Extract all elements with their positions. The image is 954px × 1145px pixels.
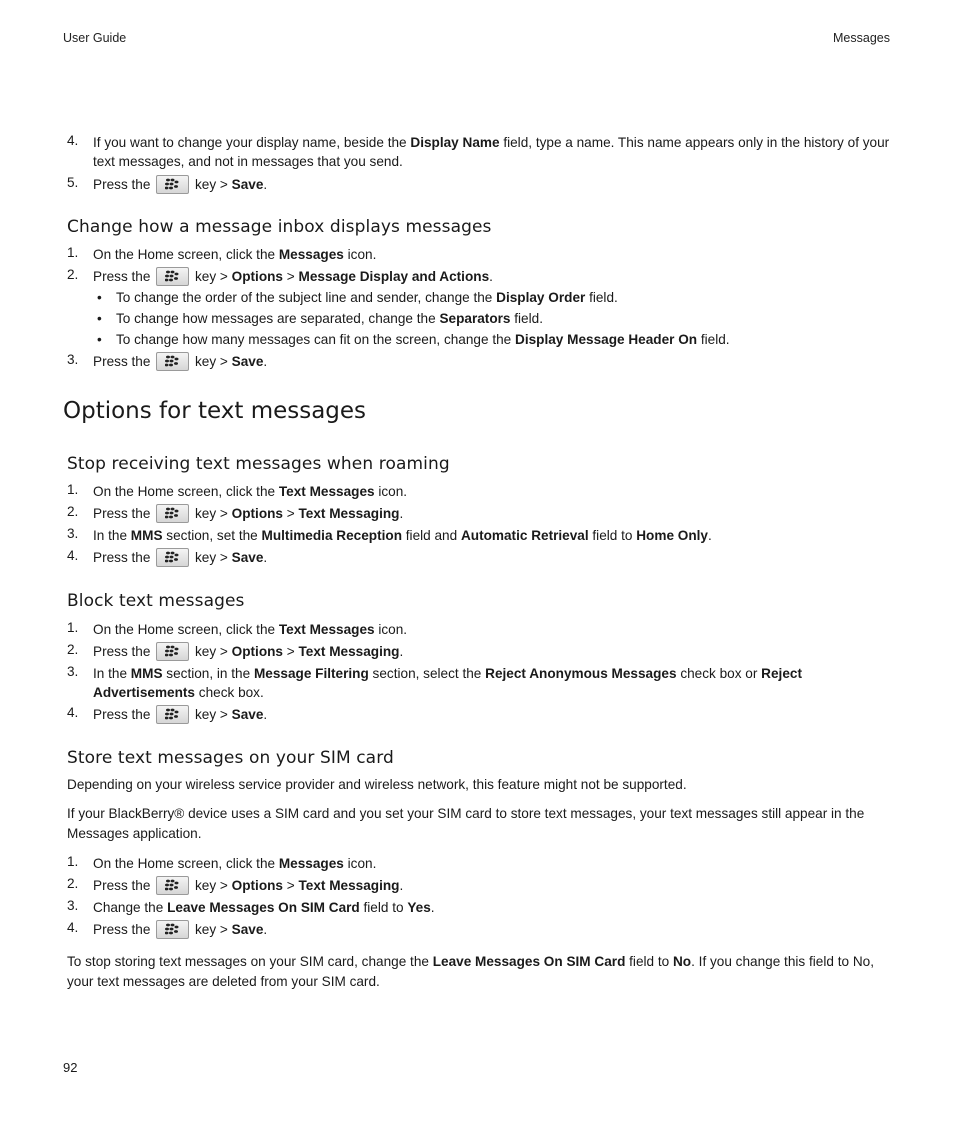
- page-number: 92: [63, 1060, 78, 1075]
- step-3: 3. In the MMS section, set the Multimedia Reception field and Automatic Retrieval field to Home Only.: [67, 526, 712, 543]
- sim-stop-storing-note: To stop storing text messages on your SIM card, change the Leave Messages On SIM Card field to No. If you change this field to No, your text messages are deleted from your SIM card.: [67, 954, 874, 989]
- running-header-left: User Guide: [63, 31, 127, 45]
- step-5-save: 5. Press the key > Save.: [67, 175, 268, 192]
- step-1: 1. On the Home screen, click the Text Messages icon.: [67, 482, 408, 499]
- blackberry-menu-key-icon: [156, 548, 189, 567]
- step-3: 3. Change the Leave Messages On SIM Card field to Yes.: [67, 898, 435, 915]
- step-1: 1. On the Home screen, click the Text Messages icon.: [67, 620, 408, 637]
- step-2: 2. Press the key > Options > Text Messaging.: [67, 504, 404, 521]
- step-3: 3. Press the key > Save.: [67, 352, 268, 369]
- blackberry-menu-key-icon: [156, 705, 189, 724]
- sim-note-blackberry: If your BlackBerry® device uses a SIM card and you set your SIM card to store text messages, your text messages still appear in the Messages application.: [67, 806, 865, 841]
- bullet-display-order: • To change the order of the subject line and sender, change the Display Order field.: [97, 290, 618, 305]
- section-title-roaming: Stop receiving text messages when roaming: [67, 454, 450, 474]
- step-number: 5.: [67, 175, 79, 190]
- step-2: 2. Press the key > Options > Text Messaging.: [67, 642, 404, 659]
- step-2: 2. Press the key > Options > Text Messaging.: [67, 876, 404, 893]
- blackberry-menu-key-icon: [156, 175, 189, 194]
- blackberry-menu-key-icon: [156, 642, 189, 661]
- step-4-display-name: 4. If you want to change your display name, beside the Display Name field, type a name. This name appears only in the history of your text messages, and not in messages that you send.: [67, 133, 890, 169]
- display-options-list: [0, 287, 954, 350]
- section-title-block: Block text messages: [67, 591, 245, 611]
- sim-note-support: Depending on your wireless service provider and wireless network, this feature might not be supported.: [67, 777, 687, 792]
- step-3: 3. In the MMS section, in the Message Filtering section, select the Reject Anonymous Messages check box or Reject Advertisements check box.: [67, 664, 802, 700]
- blackberry-menu-key-icon: [156, 267, 189, 286]
- step-1: 1. On the Home screen, click the Messages icon.: [67, 854, 377, 871]
- block-steps: [0, 620, 954, 724]
- step-4: 4. Press the key > Save.: [67, 920, 268, 937]
- step-number: 4.: [67, 133, 79, 148]
- intro-steps: [0, 133, 954, 194]
- sim-steps: [0, 854, 954, 939]
- step-2: 2. Press the key > Options > Message Display and Actions.: [67, 267, 493, 284]
- step-4: 4. Press the key > Save.: [67, 705, 268, 722]
- inbox-steps: [0, 245, 954, 371]
- blackberry-menu-key-icon: [156, 504, 189, 523]
- section-title-inbox: Change how a message inbox displays messages: [67, 217, 492, 237]
- step-4: 4. Press the key > Save.: [67, 548, 268, 565]
- bullet-separators: • To change how messages are separated, change the Separators field.: [97, 311, 543, 326]
- bullet-header-on: • To change how many messages can fit on the screen, change the Display Message Header On field.: [97, 332, 730, 347]
- running-header-right: Messages: [833, 31, 890, 45]
- blackberry-menu-key-icon: [156, 352, 189, 371]
- section-title-sim: Store text messages on your SIM card: [67, 748, 394, 768]
- chapter-heading: Options for text messages: [63, 398, 367, 424]
- roaming-steps: [0, 482, 954, 567]
- step-1: 1. On the Home screen, click the Messages icon.: [67, 245, 377, 262]
- blackberry-menu-key-icon: [156, 920, 189, 939]
- blackberry-menu-key-icon: [156, 876, 189, 895]
